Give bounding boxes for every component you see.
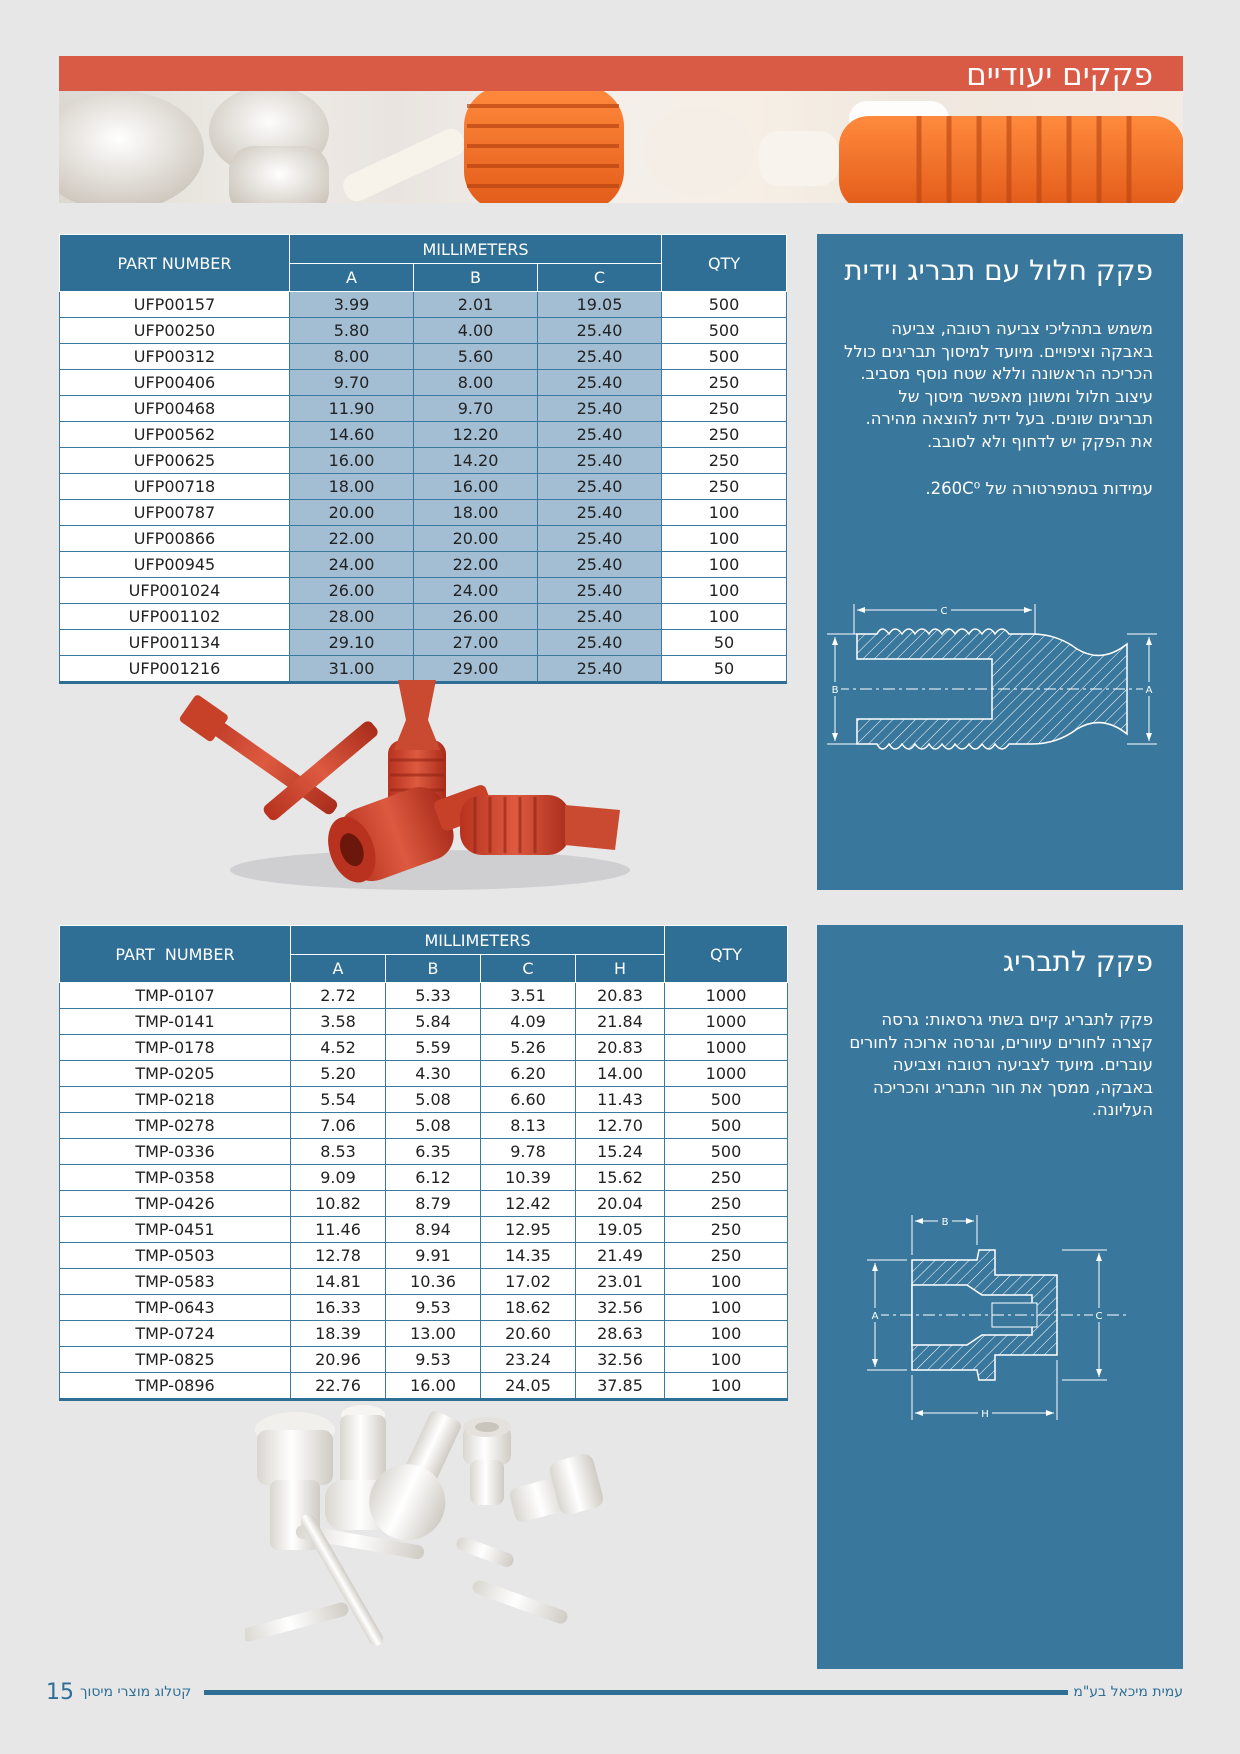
table-row [60,370,787,396]
dim-label-a: A [871,1311,879,1322]
table-row [60,318,787,344]
part-number-cell: UFP001102 [60,604,290,630]
page-title: פקקים יעודיים [966,57,1153,93]
part-number-cell: TMP-0141 [60,1009,291,1035]
dim-a-cell: 11.46 [291,1217,386,1243]
dim-a-cell: 22.00 [290,526,414,552]
qty-cell: 250 [662,448,787,474]
dim-c-cell: 25.40 [538,656,662,683]
ufp-table-body [60,292,787,683]
panel-title-thread-plug: פקק לתבריג [1002,945,1153,978]
qty-cell: 1000 [665,1035,788,1061]
table-row [60,1087,788,1113]
part-number-cell: TMP-0825 [60,1347,291,1373]
dim-b-cell: 8.79 [386,1191,481,1217]
header-qty: QTY [662,235,787,292]
part-number-cell: TMP-0178 [60,1035,291,1061]
qty-cell: 1000 [665,1009,788,1035]
dim-b-cell: 13.00 [386,1321,481,1347]
qty-cell: 100 [665,1295,788,1321]
dim-b-cell: 9.91 [386,1243,481,1269]
dim-h-cell: 20.83 [576,1035,665,1061]
table-row [60,552,787,578]
table-row [60,1217,788,1243]
dim-a-cell: 14.81 [291,1269,386,1295]
dim-h-cell: 20.04 [576,1191,665,1217]
dim-b-cell: 9.53 [386,1347,481,1373]
tmp-table-body [60,983,788,1400]
table-row [60,1035,788,1061]
table-row [60,604,787,630]
dim-a-cell: 5.80 [290,318,414,344]
part-number-cell: UFP001134 [60,630,290,656]
part-number-cell: TMP-0643 [60,1295,291,1321]
dim-b-cell: 8.94 [386,1217,481,1243]
ufp-spec-table [59,234,787,684]
dim-a-cell: 22.76 [291,1373,386,1400]
dim-a-cell: 12.78 [291,1243,386,1269]
part-number-cell: TMP-0451 [60,1217,291,1243]
part-number-cell: TMP-0896 [60,1373,291,1400]
qty-cell: 100 [662,526,787,552]
table-row [60,1321,788,1347]
table-row [60,1373,788,1400]
dim-b-cell: 10.36 [386,1269,481,1295]
dim-a-cell: 31.00 [290,656,414,683]
header-qty: QTY [665,926,788,983]
dim-h-cell: 19.05 [576,1217,665,1243]
part-number-cell: TMP-0205 [60,1061,291,1087]
part-number-cell: TMP-0336 [60,1139,291,1165]
dim-c-cell: 25.40 [538,448,662,474]
qty-cell: 1000 [665,1061,788,1087]
table-row [60,656,787,683]
table-row [60,1269,788,1295]
panel-description-hollow-plug: משמש בתהליכי צביעה רטובה, צביעה באבקה וציפויים. מיועד למיסוך תבריגים כולל הכריכה הראשונה וללא שטח נוסף מסביב. עיצוב חלול ומשונן מאפשר מיסוך של תבריגים שונים. בעל ידית להוצאה מהירה. את הפקק יש לדחוף ולא לסובב. [843,319,1153,451]
dim-b-cell: 14.20 [414,448,538,474]
thread-plug-diagram [867,1215,1137,1425]
qty-cell: 250 [665,1165,788,1191]
part-number-cell: TMP-0358 [60,1165,291,1191]
footer-catalog-name: קטלוג מוצרי מיסוך [80,1684,192,1700]
table-row [60,1347,788,1373]
dim-c-cell: 25.40 [538,370,662,396]
qty-cell: 50 [662,656,787,683]
panel-title-hollow-plug: פקק חלול עם תבריג וידית [844,254,1153,287]
dim-c-cell: 19.05 [538,292,662,318]
dim-h-cell: 20.83 [576,983,665,1009]
dim-c-cell: 25.40 [538,344,662,370]
dim-h-cell: 15.24 [576,1139,665,1165]
dim-b-cell: 8.00 [414,370,538,396]
dim-b-cell: 12.20 [414,422,538,448]
header-col-c: C [538,264,662,292]
dim-h-cell: 12.70 [576,1113,665,1139]
qty-cell: 100 [665,1347,788,1373]
dim-a-cell: 8.00 [290,344,414,370]
dim-c-cell: 25.40 [538,552,662,578]
dim-label-h: H [981,1409,989,1420]
dim-label-c: C [1095,1311,1103,1322]
dim-a-cell: 5.54 [291,1087,386,1113]
dim-b-cell: 26.00 [414,604,538,630]
header-col-b: B [386,955,481,983]
qty-cell: 50 [662,630,787,656]
qty-cell: 100 [662,552,787,578]
table-row [60,1061,788,1087]
part-number-cell: UFP00157 [60,292,290,318]
table-row [60,396,787,422]
temperature-note: עמידות בטמפרטורה של 260C⁰. [925,479,1153,498]
header-col-h: H [576,955,665,983]
dim-a-cell: 20.96 [291,1347,386,1373]
part-number-cell: UFP00945 [60,552,290,578]
part-number-cell: TMP-0583 [60,1269,291,1295]
qty-cell: 500 [662,344,787,370]
dim-h-cell: 14.00 [576,1061,665,1087]
qty-cell: 100 [662,578,787,604]
dim-c-cell: 25.40 [538,604,662,630]
part-number-cell: TMP-0278 [60,1113,291,1139]
dim-b-cell: 18.00 [414,500,538,526]
dim-b-cell: 5.59 [386,1035,481,1061]
qty-cell: 500 [665,1087,788,1113]
part-number-cell: UFP00312 [60,344,290,370]
dim-label-b: B [831,685,839,696]
header-col-a: A [291,955,386,983]
dim-b-cell: 5.60 [414,344,538,370]
page-number: 15 [46,1680,74,1705]
qty-cell: 1000 [665,983,788,1009]
dim-a-cell: 26.00 [290,578,414,604]
table-row [60,1191,788,1217]
dim-a-cell: 3.99 [290,292,414,318]
dim-c-cell: 25.40 [538,526,662,552]
dim-a-cell: 28.00 [290,604,414,630]
dim-c-cell: 25.40 [538,630,662,656]
hollow-plug-panel [817,234,1183,890]
table-row [60,578,787,604]
dim-a-cell: 3.58 [291,1009,386,1035]
dim-a-cell: 18.00 [290,474,414,500]
dim-c-cell: 24.05 [481,1373,576,1400]
qty-cell: 250 [662,370,787,396]
dim-a-cell: 24.00 [290,552,414,578]
dim-h-cell: 11.43 [576,1087,665,1113]
table-row [60,422,787,448]
qty-cell: 500 [662,292,787,318]
dim-b-cell: 16.00 [414,474,538,500]
qty-cell: 100 [665,1269,788,1295]
dim-b-cell: 4.30 [386,1061,481,1087]
dim-c-cell: 12.95 [481,1217,576,1243]
part-number-cell: TMP-0426 [60,1191,291,1217]
red-plugs-photo [170,680,630,910]
part-number-cell: UFP00468 [60,396,290,422]
part-number-cell: UFP00718 [60,474,290,500]
dim-c-cell: 5.26 [481,1035,576,1061]
dim-c-cell: 25.40 [538,396,662,422]
hollow-plug-diagram [827,604,1177,764]
dim-a-cell: 20.00 [290,500,414,526]
part-number-cell: UFP00866 [60,526,290,552]
banner-photo [59,91,1183,203]
dim-a-cell: 5.20 [291,1061,386,1087]
dim-c-cell: 10.39 [481,1165,576,1191]
dim-b-cell: 5.84 [386,1009,481,1035]
dim-h-cell: 37.85 [576,1373,665,1400]
part-number-cell: TMP-0218 [60,1087,291,1113]
dim-a-cell: 29.10 [290,630,414,656]
dim-a-cell: 9.70 [290,370,414,396]
qty-cell: 500 [662,318,787,344]
part-number-cell: UFP001024 [60,578,290,604]
table-row [60,983,788,1009]
dim-b-cell: 4.00 [414,318,538,344]
dim-a-cell: 16.00 [290,448,414,474]
qty-cell: 250 [665,1191,788,1217]
white-plugs-photo [245,1405,685,1665]
header-part-number: PART NUMBER [60,926,291,983]
footer-company-name: עמית מיכאל בע"מ [1073,1684,1183,1700]
header-part-number: PART NUMBER [60,235,290,292]
footer-divider [204,1690,1068,1695]
part-number-cell: TMP-0503 [60,1243,291,1269]
part-number-cell: UFP001216 [60,656,290,683]
qty-cell: 250 [665,1217,788,1243]
dim-c-cell: 25.40 [538,422,662,448]
table-row [60,1113,788,1139]
dim-b-cell: 27.00 [414,630,538,656]
dim-b-cell: 9.53 [386,1295,481,1321]
qty-cell: 100 [665,1373,788,1400]
dim-h-cell: 21.49 [576,1243,665,1269]
dim-c-cell: 14.35 [481,1243,576,1269]
dim-a-cell: 7.06 [291,1113,386,1139]
dim-b-cell: 5.08 [386,1087,481,1113]
header-col-b: B [414,264,538,292]
header-millimeters: MILLIMETERS [291,926,665,955]
qty-cell: 100 [662,500,787,526]
dim-h-cell: 15.62 [576,1165,665,1191]
dim-h-cell: 32.56 [576,1347,665,1373]
dim-b-cell: 5.33 [386,983,481,1009]
dim-c-cell: 18.62 [481,1295,576,1321]
qty-cell: 250 [662,422,787,448]
dim-b-cell: 5.08 [386,1113,481,1139]
header-millimeters: MILLIMETERS [290,235,662,264]
dim-b-cell: 6.35 [386,1139,481,1165]
table-row [60,292,787,318]
dim-c-cell: 8.13 [481,1113,576,1139]
dim-b-cell: 22.00 [414,552,538,578]
dim-c-cell: 6.60 [481,1087,576,1113]
dim-label-a: A [1145,685,1153,696]
dim-h-cell: 28.63 [576,1321,665,1347]
dim-label-b: B [941,1217,949,1228]
qty-cell: 100 [665,1321,788,1347]
dim-b-cell: 2.01 [414,292,538,318]
part-number-cell: TMP-0107 [60,983,291,1009]
part-number-cell: UFP00250 [60,318,290,344]
part-number-cell: UFP00406 [60,370,290,396]
qty-cell: 250 [662,396,787,422]
header-col-c: C [481,955,576,983]
table-row [60,526,787,552]
thread-plug-panel [817,925,1183,1669]
dim-c-cell: 25.40 [538,474,662,500]
dim-h-cell: 32.56 [576,1295,665,1321]
qty-cell: 250 [662,474,787,500]
table-row [60,630,787,656]
dim-a-cell: 9.09 [291,1165,386,1191]
table-row [60,1243,788,1269]
dim-c-cell: 25.40 [538,500,662,526]
dim-b-cell: 6.12 [386,1165,481,1191]
qty-cell: 100 [662,604,787,630]
qty-cell: 500 [665,1139,788,1165]
dim-c-cell: 25.40 [538,318,662,344]
header-col-a: A [290,264,414,292]
dim-b-cell: 9.70 [414,396,538,422]
dim-a-cell: 10.82 [291,1191,386,1217]
header-banner [59,56,1183,203]
dim-c-cell: 23.24 [481,1347,576,1373]
dim-a-cell: 4.52 [291,1035,386,1061]
part-number-cell: UFP00562 [60,422,290,448]
table-row [60,448,787,474]
dim-c-cell: 12.42 [481,1191,576,1217]
table-row [60,500,787,526]
dim-c-cell: 25.40 [538,578,662,604]
part-number-cell: TMP-0724 [60,1321,291,1347]
dim-h-cell: 21.84 [576,1009,665,1035]
table-row [60,1009,788,1035]
dim-c-cell: 17.02 [481,1269,576,1295]
tmp-spec-table [59,925,788,1401]
dim-b-cell: 29.00 [414,656,538,683]
table-row [60,474,787,500]
dim-b-cell: 20.00 [414,526,538,552]
dim-a-cell: 8.53 [291,1139,386,1165]
dim-h-cell: 23.01 [576,1269,665,1295]
dim-b-cell: 24.00 [414,578,538,604]
panel-description-thread-plug: פקק לתבריג קיים בשתי גרסאות: גרסה קצרה לחורים עיוורים, וגרסה ארוכה לחורים עוברים. מיועד לצביעה רטובה וצביעה באבקה, ממסך את חור התבריג והכריכה העליונה. [849,1010,1153,1119]
part-number-cell: UFP00787 [60,500,290,526]
table-row [60,1165,788,1191]
dim-a-cell: 11.90 [290,396,414,422]
dim-a-cell: 2.72 [291,983,386,1009]
dim-label-c: C [940,606,948,617]
dim-c-cell: 6.20 [481,1061,576,1087]
table-row [60,344,787,370]
part-number-cell: UFP00625 [60,448,290,474]
dim-a-cell: 16.33 [291,1295,386,1321]
dim-c-cell: 20.60 [481,1321,576,1347]
table-row [60,1295,788,1321]
dim-b-cell: 16.00 [386,1373,481,1400]
table-row [60,1139,788,1165]
dim-a-cell: 18.39 [291,1321,386,1347]
qty-cell: 250 [665,1243,788,1269]
dim-c-cell: 9.78 [481,1139,576,1165]
dim-a-cell: 14.60 [290,422,414,448]
qty-cell: 500 [665,1113,788,1139]
dim-c-cell: 3.51 [481,983,576,1009]
dim-c-cell: 4.09 [481,1009,576,1035]
